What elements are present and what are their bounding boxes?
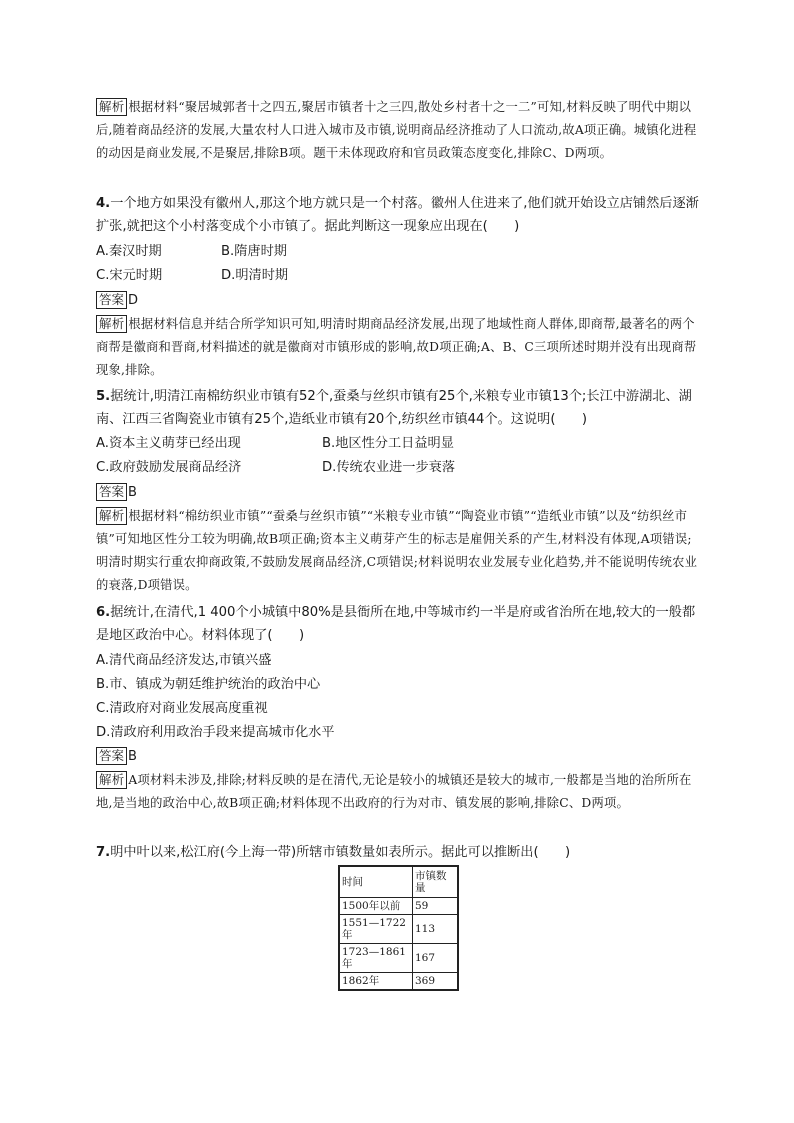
q5-options-row2 (96, 456, 700, 479)
table-cell-time: 1723—1861年 (339, 944, 413, 973)
table-header-count: 市镇数量 (413, 866, 459, 898)
table-cell-count: 113 (413, 915, 459, 944)
q7-number: 7. (96, 845, 111, 860)
analysis-tag: 解析 (96, 771, 127, 789)
q4-number: 4. (96, 196, 111, 211)
q4-option-a: A.秦汉时期 (96, 244, 162, 259)
analysis-tag: 解析 (96, 98, 127, 116)
question-6 (96, 601, 700, 647)
table-row (339, 944, 458, 973)
q6-option-c: C.清政府对商业发展高度重视 (96, 701, 268, 716)
table-cell-count: 59 (413, 898, 459, 915)
table-cell-count: 369 (413, 973, 459, 991)
q3-analysis (96, 96, 700, 165)
question-5 (96, 385, 700, 431)
q5-option-b: B.地区性分工日益明显 (322, 436, 454, 451)
q3-analysis-text: 根据材料“聚居城郭者十之四五,聚居市镇者十之三四,散处乡村者十之一二”可知,材料反映了明代中期以后,随着商品经济的发展,大量农村人口进入城市及市镇,说明商品经济推动了人口流动,故A项正确。城镇化进程的动因是商业发展,不是聚居,排除B项。题干未体现政府和官员政策态度变化,排除C、D两项。 (96, 100, 697, 160)
question-7 (96, 841, 700, 864)
q5-number: 5. (96, 389, 111, 404)
analysis-tag: 解析 (96, 507, 127, 525)
q6-answer-value: B (128, 749, 137, 764)
q5-analysis (96, 505, 700, 597)
q4-options-row1 (96, 240, 700, 263)
q6-number: 6. (96, 605, 111, 620)
q5-answer-value: B (128, 485, 137, 500)
q4-stem: 一个地方如果没有徽州人,那这个地方就只是一个村落。徽州人住进来了,他们就开始设立店铺然后逐渐扩张,就把这个小村落变成个小市镇了。据此判断这一现象应出现在( ) (96, 196, 699, 234)
q4-option-d: D.明清时期 (221, 268, 289, 283)
table-cell-time: 1551—1722年 (339, 915, 413, 944)
q6-option-a: A.清代商品经济发达,市镇兴盛 (96, 653, 272, 668)
q5-answer (96, 481, 700, 504)
q7-stem: 明中叶以来,松江府(今上海一带)所辖市镇数量如表所示。据此可以推断出( ) (110, 845, 571, 860)
table-cell-time: 1862年 (339, 973, 413, 991)
q6-analysis-text: A项材料未涉及,排除;材料反映的是在清代,无论是较小的城镇还是较大的城市,一般都是当地的治所所在地,是当地的政治中心,故B项正确;材料体现不出政府的行为对市、镇发展的影响,排除C、D两项。 (96, 773, 692, 810)
table-header-row (339, 866, 458, 898)
answer-tag: 答案 (96, 291, 127, 309)
q4-answer (96, 289, 700, 312)
answer-tag: 答案 (96, 747, 127, 765)
table-row (339, 915, 458, 944)
table-cell-time: 1500年以前 (339, 898, 413, 915)
q5-analysis-text: 根据材料“棉纺织业市镇”“蚕桑与丝织市镇”“米粮专业市镇”“陶瓷业市镇”“造纸业市镇”以及“纺织丝市镇”可知地区性分工较为明确,故B项正确;资本主义萌芽产生的标志是雇佣关系的产生,材料没有体现,A项错误;明清时期实行重农抑商政策,不鼓励发展商品经济,C项错误;材料说明农业发展专业化趋势,并不能说明传统农业的衰落,D项错误。 (96, 509, 698, 592)
q5-option-d: D.传统农业进一步衰落 (322, 460, 456, 475)
q5-option-c: C.政府鼓励发展商品经济 (96, 460, 242, 475)
analysis-tag: 解析 (96, 315, 127, 333)
answer-tag: 答案 (96, 483, 127, 501)
q4-option-b: B.隋唐时期 (221, 244, 287, 259)
q6-option-b: B.市、镇成为朝廷维护统治的政治中心 (96, 677, 321, 692)
question-4 (96, 192, 700, 238)
q6-answer (96, 745, 700, 768)
q6-stem: 据统计,在清代,1 400个小城镇中80%是县衙所在地,中等城市约一半是府或省治所在地,较大的一般都是地区政治中心。材料体现了( ) (96, 605, 696, 643)
table-row (339, 973, 458, 991)
q4-analysis (96, 313, 700, 382)
q5-option-a: A.资本主义萌芽已经出现 (96, 436, 241, 451)
q6-option-d: D.清政府利用政治手段来提高城市化水平 (96, 725, 335, 740)
q4-analysis-text: 根据材料信息并结合所学知识可知,明清时期商品经济发展,出现了地域性商人群体,即商帮,最著名的两个商帮是徽商和晋商,材料描述的就是徽商对市镇形成的影响,故D项正确;A、B、C三项所述时期并没有出现商帮现象,排除。 (96, 317, 697, 377)
q4-option-c: C.宋元时期 (96, 268, 163, 283)
q5-stem: 据统计,明清江南棉纺织业市镇有52个,蚕桑与丝织市镇有25个,米粮专业市镇13个;长江中游湖北、湖南、江西三省陶瓷业市镇有25个,造纸业市镇有20个,纺织丝市镇44个。这说明( ) (96, 389, 692, 427)
table-row (339, 898, 458, 915)
q4-options-row2 (96, 264, 700, 287)
q5-options-row1 (96, 432, 700, 455)
q6-analysis (96, 769, 700, 815)
table-cell-count: 167 (413, 944, 459, 973)
table-header-time: 时间 (339, 866, 413, 898)
market-town-table (338, 865, 459, 991)
q4-answer-value: D (128, 293, 139, 308)
